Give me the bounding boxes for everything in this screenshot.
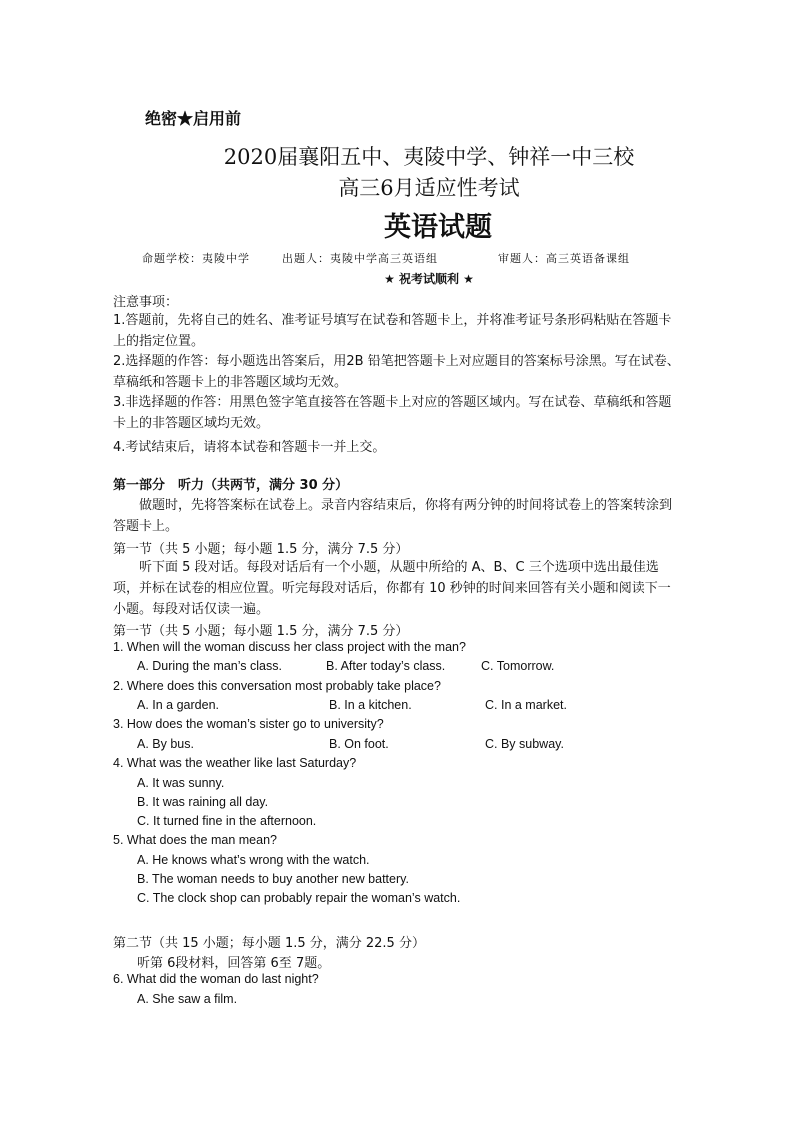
section1-intro: 听下面 5 段对话。每段对话后有一个小题，从题中所给的 A、B、C 三个选项中选出最佳选项，并标在试卷的相应位置。听完每段对话后，你都有 10 秒钟的时间来回答有关小题和阅读下一小题。每段对话仅读一遍。: [113, 560, 671, 617]
credit-author: 出题人：夷陵中学高三英语组: [282, 252, 438, 265]
q4-option-b: B. It was raining all day.: [137, 795, 269, 809]
q6-option-a: A. She saw a film.: [137, 992, 238, 1006]
q4-option-c: C. It turned fine in the afternoon.: [137, 814, 317, 828]
q2-option-b: B. In a kitchen.: [329, 698, 412, 712]
q1-option-b: B. After today’s class.: [326, 659, 446, 673]
question-1: 1. When will the woman discuss her class project with the man?: [113, 640, 466, 654]
question-3: 3. How does the woman’s sister go to university?: [113, 717, 384, 731]
good-luck-line: ★ 祝考试顺利 ★: [384, 272, 474, 286]
exam-subject-title: 英语试题: [384, 212, 492, 243]
q2-option-c: C. In a market.: [485, 698, 567, 712]
confidential-label: 绝密★启用前: [145, 109, 242, 128]
question-4: 4. What was the weather like last Saturday?: [113, 756, 357, 770]
q3-option-c: C. By subway.: [485, 737, 564, 751]
q3-option-a: A. By bus.: [137, 737, 194, 751]
q3-option-b: B. On foot.: [329, 737, 389, 751]
question-2: 2. Where does this conversation most probably take place?: [113, 679, 441, 693]
q1-option-c: C. Tomorrow.: [481, 659, 555, 673]
section2-heading: 第二节（共 15 小题；每小题 1.5 分，满分 22.5 分）: [113, 936, 425, 951]
q5-option-a: A. He knows what’s wrong with the watch.: [137, 853, 370, 867]
question-6: 6. What did the woman do last night?: [113, 972, 319, 986]
section2-intro: 听第 6段材料，回答第 6至 7题。: [137, 956, 331, 971]
part1-intro: 做题时，先将答案标在试卷上。录音内容结束后，你将有两分钟的时间将试卷上的答案转涂到答题卡上。: [113, 498, 673, 534]
credit-school: 命题学校：夷陵中学: [142, 252, 250, 265]
section1-heading: 第一节（共 5 小题；每小题 1.5 分，满分 7.5 分）: [113, 542, 409, 557]
q5-option-b: B. The woman needs to buy another new battery.: [137, 872, 409, 886]
note-item-1: 1.答题前，先将自己的姓名、准考证号填写在试卷和答题卡上，并将准考证号条形码粘贴在答题卡上的指定位置。: [113, 313, 672, 349]
exam-title-line2: 高三6月适应性考试: [338, 176, 520, 200]
note-item-4: 4.考试结束后，请将本试卷和答题卡一并上交。: [113, 440, 386, 455]
note-item-3: 3.非选择题的作答：用黑色签字笔直接答在答题卡上对应的答题区域内。写在试卷、草稿纸和答题卡上的非答题区域均无效。: [113, 395, 672, 431]
section1-heading-repeat: 第一节（共 5 小题；每小题 1.5 分，满分 7.5 分）: [113, 624, 409, 639]
credit-reviewer: 审题人：高三英语备课组: [498, 252, 630, 265]
exam-title-line1: 2020届襄阳五中、夷陵中学、钟祥一中三校: [223, 145, 635, 169]
notes-heading: 注意事项：: [113, 295, 179, 310]
q1-option-a: A. During the man’s class.: [137, 659, 282, 673]
q5-option-c: C. The clock shop can probably repair the woman’s watch.: [137, 891, 461, 905]
q2-option-a: A. In a garden.: [137, 698, 220, 712]
note-item-2: 2.选择题的作答：每小题选出答案后，用2B 铅笔把答题卡上对应题目的答案标号涂黑。写在试卷、草稿纸和答题卡上的非答题区域均无效。: [113, 354, 680, 390]
q4-option-a: A. It was sunny.: [137, 776, 225, 790]
question-5: 5. What does the man mean?: [113, 833, 277, 847]
part1-heading: 第一部分 听力（共两节，满分 30 分）: [113, 478, 349, 493]
